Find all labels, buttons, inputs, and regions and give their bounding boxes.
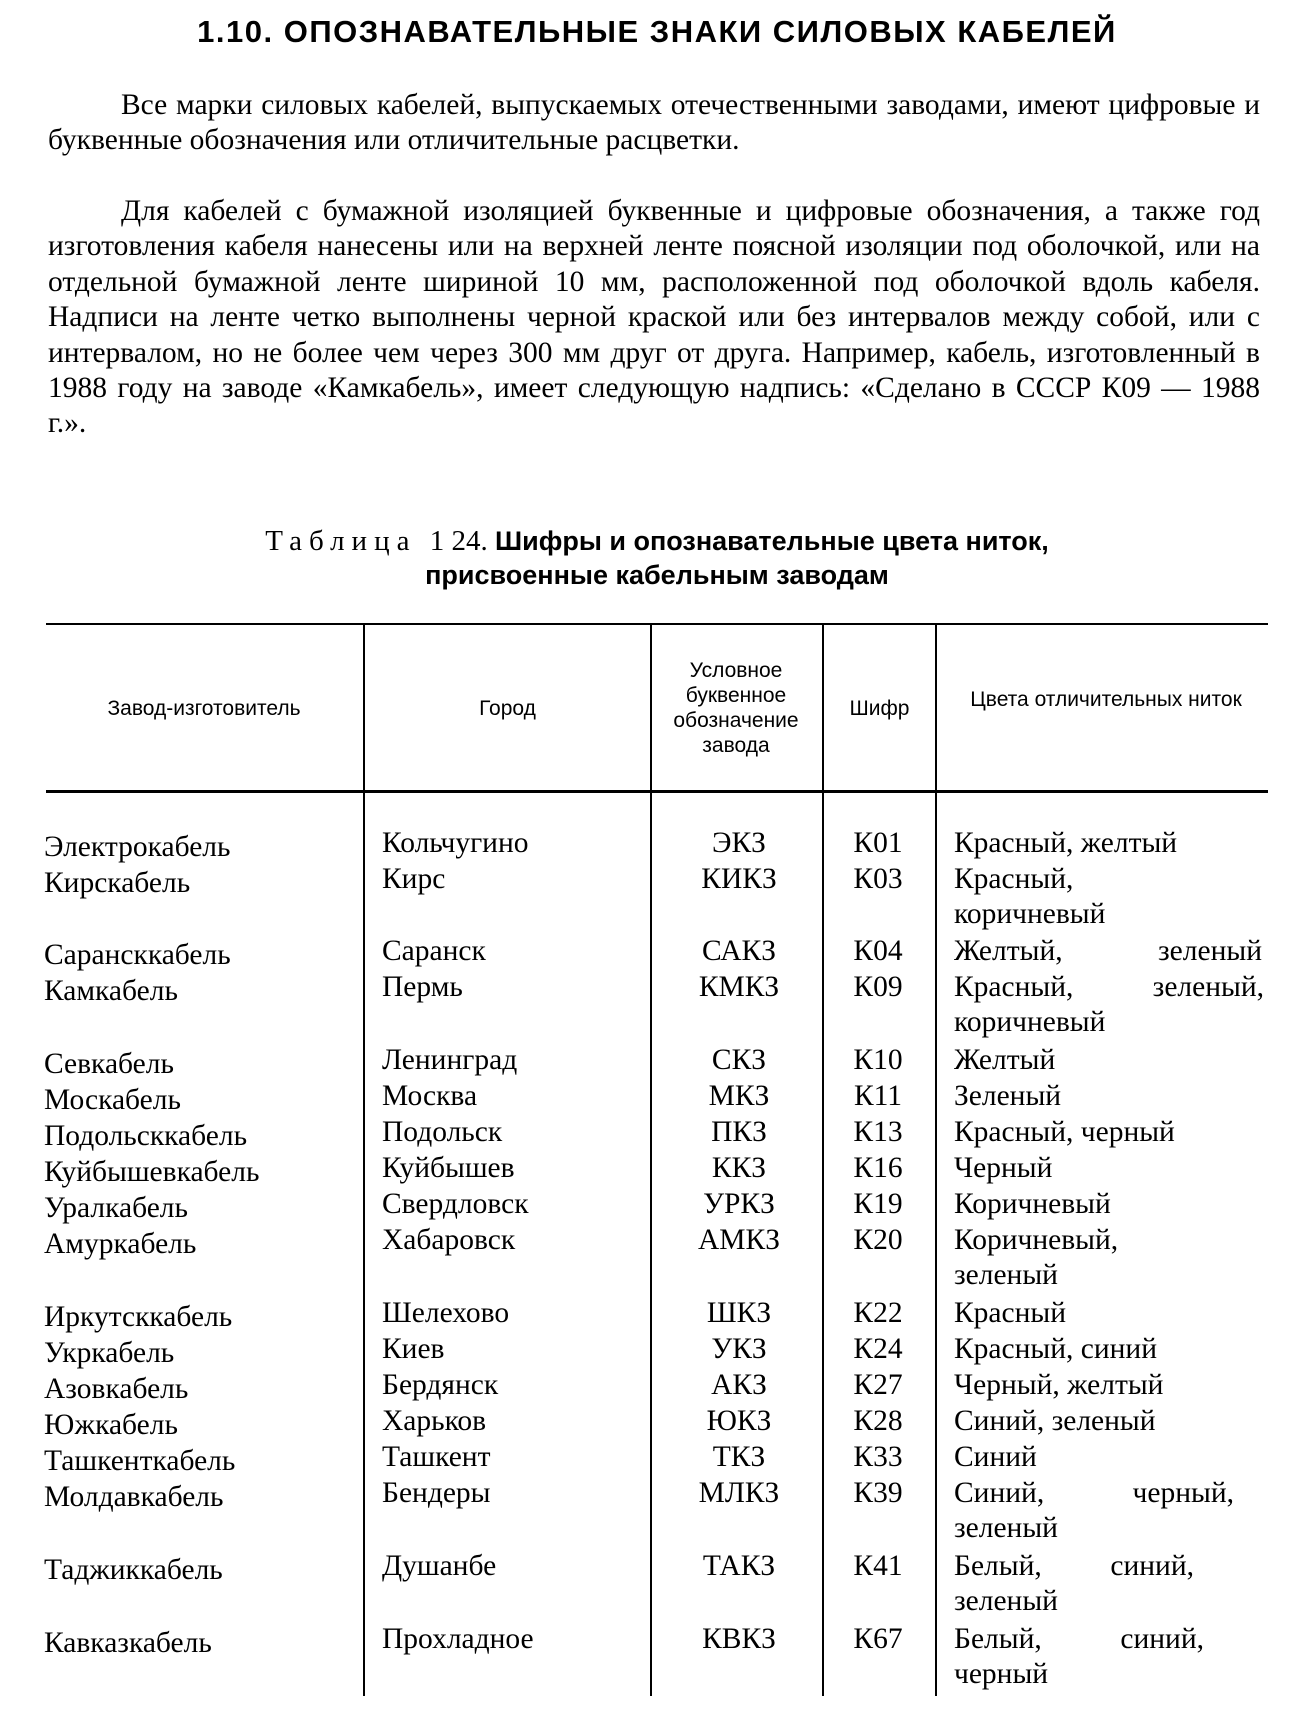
cell-cipher: К39 xyxy=(853,1477,903,1509)
cell-cipher: К09 xyxy=(853,971,903,1003)
table-header-rule xyxy=(46,790,1268,793)
header-city: Город xyxy=(479,696,536,720)
cell-city: Куйбышев xyxy=(382,1152,515,1184)
header-code: Условное буквенное обозначение завода xyxy=(673,659,799,757)
cell-plant: Электрокабель xyxy=(44,831,231,863)
cell-plant: Ташкенткабель xyxy=(44,1445,236,1477)
column-divider xyxy=(935,624,937,1696)
cell-city: Пермь xyxy=(382,971,463,1003)
caption-title-line1: Шифры и опознавательные цвета ниток, xyxy=(494,526,1049,556)
cell-plant: Таджиккабель xyxy=(44,1554,223,1586)
cell-city: Бендеры xyxy=(382,1477,491,1509)
cell-code: ТАКЗ xyxy=(702,1550,776,1582)
cell-code: УКЗ xyxy=(711,1333,767,1365)
cell-code: ПКЗ xyxy=(711,1116,767,1148)
cell-cipher: К19 xyxy=(853,1188,903,1220)
cell-plant: Азовкабель xyxy=(44,1373,189,1405)
cell-code: МЛКЗ xyxy=(698,1477,780,1509)
cell-code: ККЗ xyxy=(711,1152,767,1184)
table-caption xyxy=(0,524,1314,558)
header-plant: Завод-изготовитель xyxy=(107,696,301,720)
caption-label: Таблица xyxy=(265,525,417,557)
cell-colors: Коричневый, зеленый xyxy=(954,1224,1119,1291)
column-divider xyxy=(363,624,365,1696)
cell-plant: Кавказкабель xyxy=(44,1627,212,1659)
cell-colors: Красный, желтый xyxy=(954,827,1178,859)
cell-colors: Красный xyxy=(954,1297,1067,1329)
cell-cipher: К16 xyxy=(853,1152,903,1184)
cell-plant: Иркутсккабель xyxy=(44,1301,233,1333)
cell-colors: Зеленый xyxy=(954,1080,1062,1112)
cell-colors: Синий, зеленый xyxy=(954,1405,1156,1437)
cell-colors: Синий, черный, зеленый xyxy=(954,1477,1234,1544)
cell-city: Бердянск xyxy=(382,1369,499,1401)
cell-city: Харьков xyxy=(382,1405,487,1437)
cell-colors: Красный, синий xyxy=(954,1333,1157,1365)
cell-cipher: К33 xyxy=(853,1441,903,1473)
cell-plant: Куйбышевкабель xyxy=(44,1156,260,1188)
cell-colors: Желтый xyxy=(954,1044,1056,1076)
cell-city: Хабаровск xyxy=(382,1224,516,1256)
cell-plant: Молдавкабель xyxy=(44,1481,224,1513)
cell-code: АКЗ xyxy=(711,1369,767,1401)
header-colors: Цвета отличительных ниток xyxy=(970,687,1242,711)
cell-plant: Уралкабель xyxy=(44,1192,188,1224)
cell-code: САКЗ xyxy=(702,935,776,967)
cell-code: КВКЗ xyxy=(702,1623,776,1655)
cell-city: Саранск xyxy=(382,935,486,967)
cell-cipher: К20 xyxy=(853,1224,903,1256)
cell-plant: Амуркабель xyxy=(44,1228,197,1260)
cell-city: Ленинград xyxy=(382,1044,518,1076)
cell-plant: Подольсккабель xyxy=(44,1120,248,1152)
cell-city: Ташкент xyxy=(382,1441,491,1473)
cell-colors: Красный, коричневый xyxy=(954,863,1106,930)
table-caption-line2 xyxy=(0,558,1314,592)
cell-plant: Кирскабель xyxy=(44,867,191,899)
cell-city: Москва xyxy=(382,1080,478,1112)
cell-cipher: К04 xyxy=(853,935,903,967)
cell-cipher: К28 xyxy=(853,1405,903,1437)
cell-code: УРКЗ xyxy=(703,1188,775,1220)
cell-cipher: К27 xyxy=(853,1369,903,1401)
cell-code: КМКЗ xyxy=(698,971,780,1003)
cell-code: ШКЗ xyxy=(706,1297,772,1329)
cell-colors: Черный xyxy=(954,1152,1053,1184)
cell-cipher: К03 xyxy=(853,863,903,895)
column-divider xyxy=(650,624,652,1696)
cell-code: МКЗ xyxy=(708,1080,770,1112)
cell-cipher: К10 xyxy=(853,1044,903,1076)
cell-city: Кирс xyxy=(382,863,446,895)
cell-city: Кольчугино xyxy=(382,827,529,859)
cell-cipher: К41 xyxy=(853,1550,903,1582)
cell-cipher: К13 xyxy=(853,1116,903,1148)
cell-colors: Белый, синий, зеленый xyxy=(954,1550,1194,1617)
cell-city: Подольск xyxy=(382,1116,503,1148)
table-top-rule xyxy=(46,623,1268,625)
cell-plant: Укркабель xyxy=(44,1337,175,1369)
cell-plant: Саранcккабель xyxy=(44,939,231,971)
cell-colors: Красный, зеленый, коричневый xyxy=(954,971,1264,1038)
cell-plant: Южкабель xyxy=(44,1409,178,1441)
section-heading: 1.10. ОПОЗНАВАТЕЛЬНЫЕ ЗНАКИ СИЛОВЫХ КАБЕЛЕЙ xyxy=(197,14,1117,49)
paragraph-2: Для кабелей с бумажной изоляцией буквенные и цифровые обозначения, а также год изготовления кабеля нанесены или на верхней ленте поясной изоляции под оболочкой, или на отдельной бумажной ленте шириной 10 мм, расположенной под оболочкой вдоль кабеля. Надписи на ленте четко выполнены черной краской или без интервалов между собой, или с интервалом, но не более чем через 300 мм друг от друга. Например, кабель, изготовленный в 1988 году на заводе «Камкабель», имеет следующую надпись: «Сделано в СССР К09 — 1988 г.». xyxy=(48,195,1260,440)
cell-code: ТКЗ xyxy=(712,1441,766,1473)
cell-cipher: К01 xyxy=(853,827,903,859)
cell-city: Душанбе xyxy=(382,1550,497,1582)
cell-plant: Севкабель xyxy=(44,1048,174,1080)
cell-code: ЮКЗ xyxy=(706,1405,772,1437)
cell-colors: Белый, синий, черный xyxy=(954,1623,1204,1690)
cell-plant: Москабель xyxy=(44,1084,181,1116)
cell-city: Прохладное xyxy=(382,1623,534,1655)
cell-code: АМКЗ xyxy=(698,1224,780,1256)
cell-cipher: К67 xyxy=(853,1623,903,1655)
cell-cipher: К24 xyxy=(853,1333,903,1365)
cell-city: Киев xyxy=(382,1333,445,1365)
cell-code: ЭКЗ xyxy=(712,827,766,859)
header-cipher: Шифр xyxy=(849,696,910,720)
cell-colors: Коричневый xyxy=(954,1188,1111,1220)
cell-colors: Синий xyxy=(954,1441,1037,1473)
cell-plant: Камкабель xyxy=(44,975,178,1007)
cell-colors: Красный, черный xyxy=(954,1116,1175,1148)
cell-code: КИКЗ xyxy=(701,863,777,895)
caption-number: 1 24. xyxy=(429,525,488,557)
cell-city: Свердловск xyxy=(382,1188,529,1220)
paragraph-1: Все марки силовых кабелей, выпускаемых отечественными заводами, имеют цифровые и буквенные обозначения или отличительные расцветки. xyxy=(48,89,1260,157)
cell-cipher: К22 xyxy=(853,1297,903,1329)
cell-city: Шелехово xyxy=(382,1297,510,1329)
cell-colors: Желтый, зеленый xyxy=(954,935,1262,967)
caption-title-line2: присвоенные кабельным заводам xyxy=(425,560,889,590)
cell-cipher: К11 xyxy=(853,1080,903,1112)
cell-code: СКЗ xyxy=(711,1044,767,1076)
cell-colors: Черный, желтый xyxy=(954,1369,1164,1401)
